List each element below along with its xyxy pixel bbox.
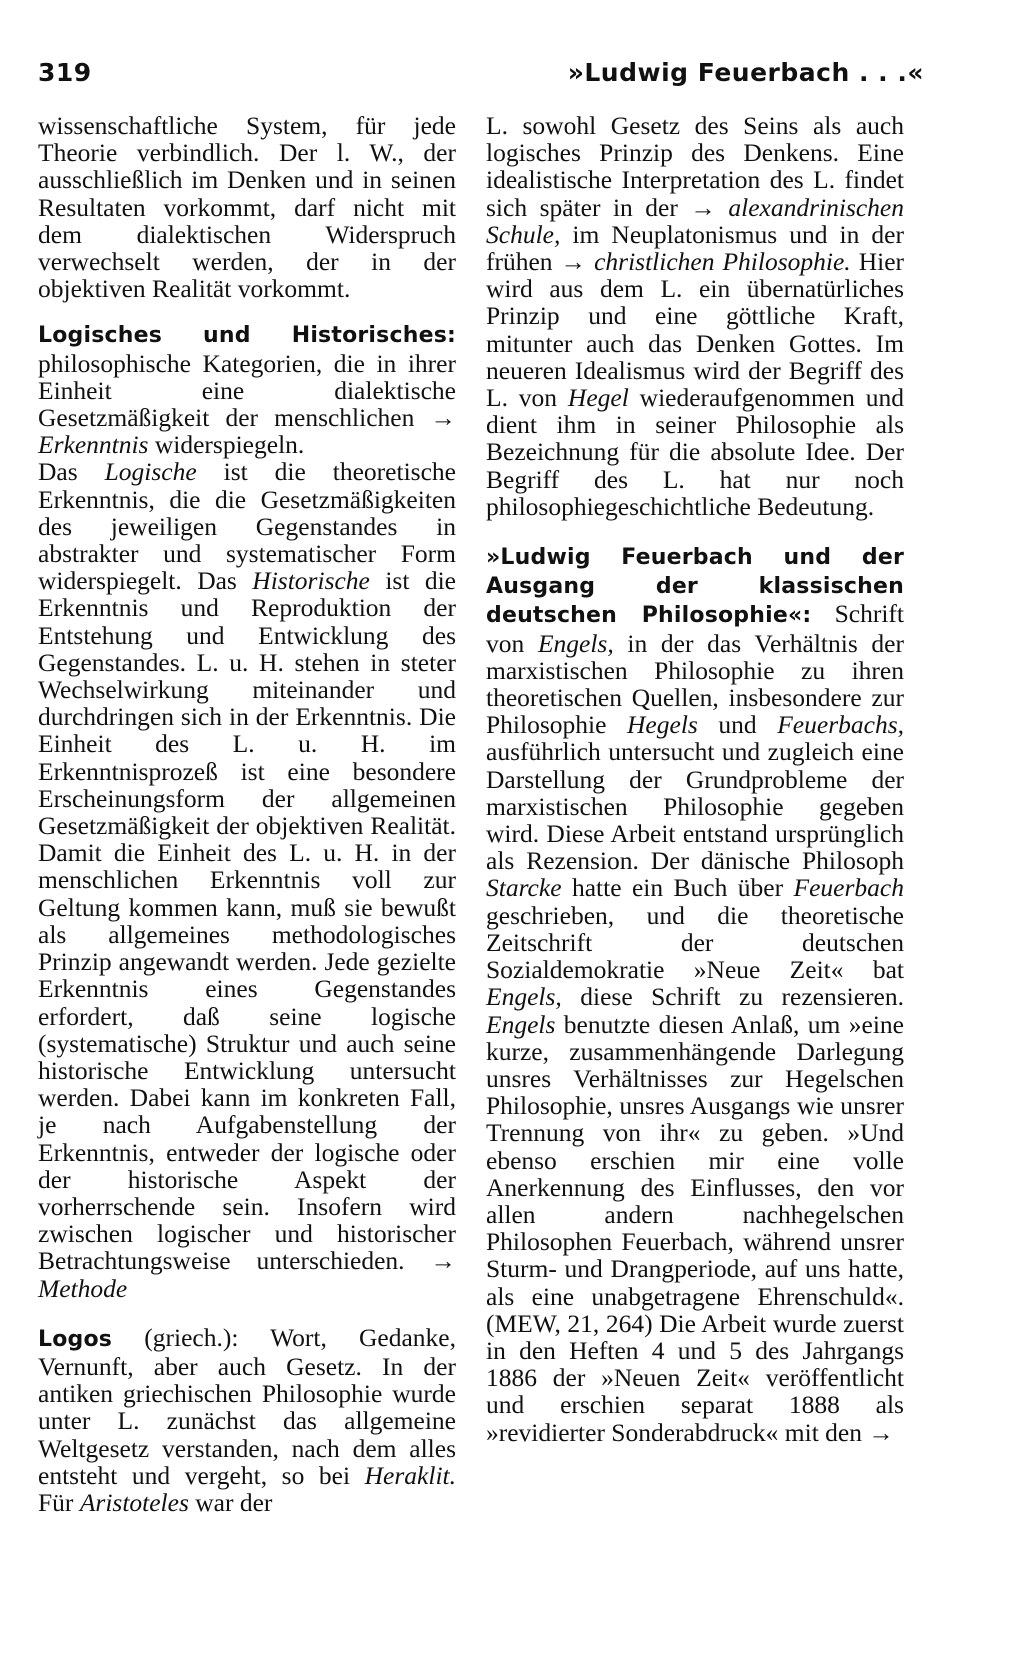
- entry-logisches-und-historisches: [38, 320, 456, 458]
- entry-text: im Neuplatonismus und in der frühen →: [486, 219, 904, 277]
- entry-logos: [38, 1324, 456, 1516]
- italic-term: Logische: [104, 457, 197, 487]
- entry-text: Für: [38, 1487, 80, 1517]
- entry-text: benutzte diesen Anlaß, um »eine kurze, zusammenhängende Darlegung unsres Verhältnisses zur Hegelschen Philosophie, unsres Ausgangs wie unsrer Trennung von ihr« zu geben. »Und ebenso erschien mir eine volle Anerkennung des Einflusses, den vor allen andern nachhegelschen Philosophen Feuerbach, während unsrer Sturm- und Drangperiode, auf uns hatte, als eine unabgetragene Ehrenschuld«. (MEW, 21, 264) Die Arbeit wurde zuerst in den Heften 4 und 5 des Jahrgangs 1886 der »Neuen Zeit« veröffentlicht und erschien separat 1888 als »revidierter Sonderabdruck« mit den →: [486, 1009, 904, 1447]
- entry-text: in der das Verhältnis der marxistischen Philosophie zu ihren theoretischen Quellen, insbesondere zur Philosophie: [486, 628, 904, 740]
- entry-text: L. sowohl Gesetz des Seins als auch logisches Prinzip des Denkens. Eine idealistische Interpretation des L. findet sich später in der →: [486, 111, 904, 222]
- italic-name: Engels: [486, 1009, 556, 1039]
- entry-text: Schrift von: [486, 599, 904, 658]
- italic-name: Hegels: [627, 710, 698, 740]
- entry-text: (griech.): Wort, Gedanke, Vernunft, aber auch Gesetz. In der antiken griechischen Philosophie wurde unter L. zunächst das allgemeine Weltgesetz verstanden, nach dem alles entsteht und vergeht, so bei: [38, 1322, 456, 1490]
- italic-name: Engels,: [537, 628, 614, 658]
- entry-text: ist die theoretische Erkenntnis, die die Gesetzmäßigkeiten des jeweiligen Gegenstandes in abstrakter und systematischer Form widerspiegelt. Das: [38, 457, 456, 596]
- entry-paragraph: [38, 458, 456, 1301]
- entry-text: diese Schrift zu rezensieren.: [561, 982, 904, 1012]
- italic-name: Hegel: [567, 383, 629, 413]
- entry-text: widerspiegeln.: [148, 430, 305, 460]
- entry-text: wiederaufgenommen und dient ihm in seiner Philosophie als Bezeichnung für die absolute Idee. Der Begriff des L. hat nur noch philosophiegeschichtliche Bedeutung.: [486, 383, 904, 521]
- italic-term: Historische: [252, 566, 370, 596]
- italic-name: Engels,: [486, 982, 562, 1012]
- entry-text: und: [697, 710, 778, 740]
- left-column: [38, 112, 456, 1516]
- entry-ludwig-feuerbach: [486, 542, 904, 1446]
- cross-reference: alexandrinischen Schule,: [486, 192, 904, 249]
- entry-text: ausführlich untersucht und zugleich eine Darstellung der Grundprobleme der marxistischen Philosophie gegeben wird. Diese Arbeit entstand ursprünglich als Rezension. Der dänische Philosoph: [486, 737, 904, 876]
- right-column: [486, 112, 904, 1446]
- italic-name: Feuerbachs,: [777, 710, 904, 740]
- continued-paragraph: wissenschaftliche System, für jede Theorie verbindlich. Der l. W., der ausschließlich im Denken und in seinen Resultaten vorkommt, darf nicht mit dem dialektischen Widerspruch verwechselt werden, der in der objektiven Realität vorkommt.: [38, 111, 456, 304]
- entry-text: war der: [188, 1487, 273, 1517]
- italic-name: Aristoteles: [79, 1487, 189, 1517]
- entry-text: hatte ein Buch über: [561, 873, 794, 903]
- entry-keyword: Logisches und Historisches:: [38, 323, 456, 349]
- entry-text: philosophische Kategorien, die in ihrer Einheit eine dialektische Gesetzmäßigkeit der menschlichen →: [38, 348, 456, 433]
- entry-text: Das: [38, 457, 105, 487]
- entry-keyword: Logos: [38, 1326, 113, 1352]
- italic-name: Feuerbach: [793, 873, 904, 903]
- continued-paragraph: [486, 112, 904, 520]
- italic-name: Heraklit.: [364, 1460, 456, 1490]
- cross-reference: Methode: [38, 1273, 128, 1303]
- entry-keyword: »Ludwig Feuerbach und der Ausgang der klassischen deutschen Philosophie«:: [486, 545, 904, 629]
- cross-reference: Erkenntnis: [38, 430, 149, 460]
- entry-text: geschrieben, und die theoretische Zeitschrift der deutschen Sozialdemokratie »Neue Zeit« bat: [486, 900, 904, 985]
- cross-reference: christlichen Philosophie.: [594, 247, 851, 277]
- entry-text: ist die Erkenntnis und Reproduktion der Entstehung und Entwicklung des Gegenstandes. L. u. H. stehen in steter Wechselwirkung miteinander und durchdringen sich in der Erkenntnis. Die Einheit des L. u. H. im Erkenntnisprozeß ist eine besondere Erscheinungsform der allgemeinen Gesetzmäßigkeit der objektiven Realität. Damit die Einheit des L. u. H. in der menschlichen Erkenntnis voll zur Geltung kommen kann, muß sie bewußt als allgemeines methodologisches Prinzip angewandt werden. Jede gezielte Erkenntnis eines Gegenstandes erfordert, daß seine logische (systematische) Struktur und auch seine historische Entwicklung untersucht werden. Dabei kann im konkreten Fall, je nach Aufgabenstellung der Erkenntnis, entweder der logische oder der historische Aspekt der vorherrschende sein. Insofern wird zwischen logischer und historischer Betrachtungsweise unterschieden. →: [38, 566, 457, 1276]
- running-title: »Ludwig Feuerbach . . .«: [567, 58, 924, 87]
- italic-name: Starcke: [486, 873, 562, 903]
- page-number: 319: [38, 58, 92, 87]
- entry-text: Hier wird aus dem L. ein übernatürliches Prinzip und eine göttliche Kraft, mitunter auch das Denken Gottes. Im neueren Idealismus wird der Begriff des L. von: [486, 247, 905, 413]
